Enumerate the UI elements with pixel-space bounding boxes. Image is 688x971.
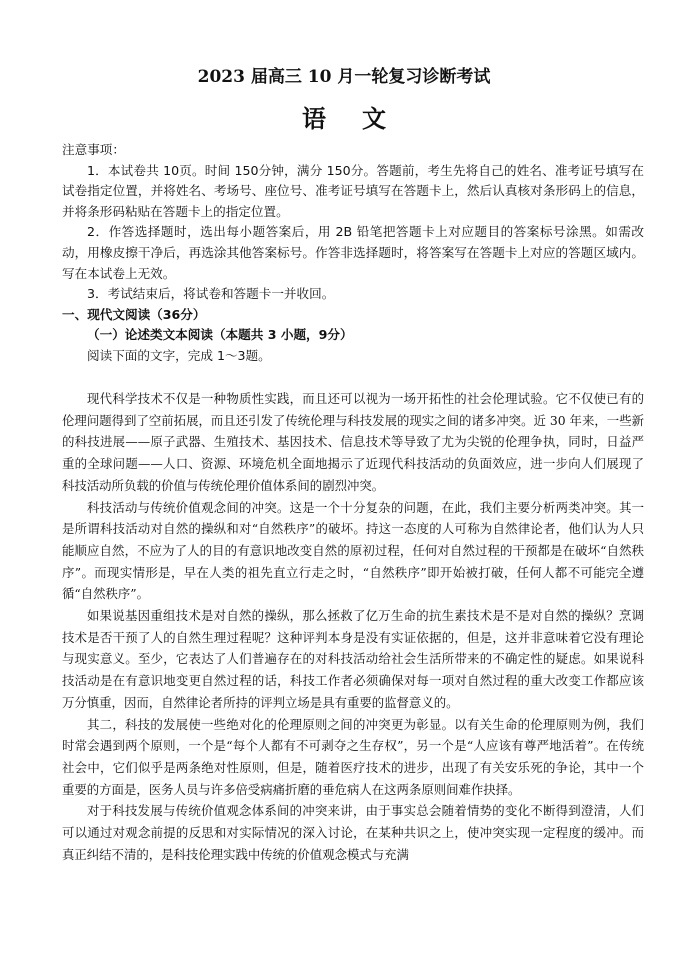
exam-notes — [62, 140, 644, 367]
notes-item-3: 3．考试结束后，将试卷和答题卡一并收回。 — [87, 286, 335, 302]
reading-instruction: 阅读下面的文字，完成 1～3题。 — [87, 347, 271, 363]
passage-paragraph-4: 其二，科技的发展使一些绝对化的伦理原则之间的冲突更为彰显。以有关生命的伦理原则为例，我们时常会遇到两个原则，一个是“每个人都有不可剥夺之生存权”，另一个是“人应该有尊严地活着”。在传统社会中，它们似乎是两条绝对性原则，但是，随着医疗技术的进步，出现了有关安乐死的争论，其中一个重要的方面是，医务人员与许多倍受病痛折磨的垂危病人在这两条原则间难作抉择。 — [62, 716, 644, 797]
exam-title: 2023 届高三 10 月一轮复习诊断考试 — [197, 67, 491, 87]
passage-paragraph-5: 对于科技发展与传统价值观念体系间的冲突来讲，由于事实总会随着情势的变化不断得到澄清，人们可以通过对观念前提的反思和对实际情况的深入讨论，在某种共识之上，使冲突实现一定程度的缓冲。而真正纠结不清的，是科技伦理实践中传统的价值观念模式与充满 — [62, 803, 644, 862]
reading-passage — [62, 388, 644, 865]
subsection-heading: （一）论述类文本阅读（本题共 3 小题，9分） — [87, 327, 353, 343]
notes-heading: 注意事项： — [62, 142, 125, 157]
notes-item-2: 2．作答选择题时，选出每小题答案后，用 2B 铅笔把答题卡上对应题目的答案标号涂黑。如需改动，用橡皮擦干净后，再选涂其他答案标号。作答非选择题时，将答案写在答题卡上对应的答题区域内。写在本试卷上无效。 — [62, 224, 644, 281]
subject-title: 语文 — [302, 104, 422, 133]
passage-paragraph-2: 科技活动与传统价值观念间的冲突。这是一个十分复杂的问题，在此，我们主要分析两类冲突。其一是所谓科技活动对自然的操纵和对“自然秩序”的破坏。持这一态度的人可称为自然律论者，他们认为人只能顺应自然，不应为了人的目的有意识地改变自然的原初过程，任何对自然过程的干预都是在破坏“自然秩序”。而现实情形是，早在人类的祖先直立行走之时，“自然秩序”即开始被打破，任何人都不可能完全遵循“自然秩序”。 — [62, 499, 644, 602]
passage-paragraph-1: 现代科学技术不仅是一种物质性实践，而且还可以视为一场开拓性的社会伦理试验。它不仅使已有的伦理问题得到了空前拓展，而且还引发了传统伦理与科技发展的现实之间的诸多冲突。近 30 年来，一些新的科技进展——原子武器、生殖技术、基因技术、信息技术等导致了尤为尖锐的伦理争执，同时，日益严重的全球问题——人口、资源、环境危机全面地揭示了近现代科技活动的负面效应，进一步向人们展现了科技活动所负载的价值与传统伦理价值体系间的剧烈冲突。 — [62, 391, 644, 493]
notes-item-1: 1．本试卷共 10页。时间 150分钟，满分 150分。答题前，考生先将自己的姓名、准考证号填写在试卷指定位置，并将姓名、考场号、座位号、准考证号填写在答题卡上，然后认真核对条形码上的信息，并将条形码粘贴在答题卡上的指定位置。 — [62, 162, 644, 219]
section-heading: 一、现代文阅读（36分） — [62, 306, 206, 322]
passage-paragraph-3: 如果说基因重组技术是对自然的操纵，那么拯救了亿万生命的抗生素技术是不是对自然的操纵？烹调技术是否干预了人的自然生理过程呢？这种评判本身是没有实证依据的，但是，这并非意味着它没有理论与现实意义。至少，它表达了人们普遍存在的对科技活动给社会生活所带来的不确定性的疑虑。如果说科技活动是在有意识地变更自然过程的话，科技工作者必须确保对每一项对自然过程的重大改变工作都应该万分慎重，因而，自然律论者所持的评判立场是具有重要的监督意义的。 — [62, 608, 644, 710]
